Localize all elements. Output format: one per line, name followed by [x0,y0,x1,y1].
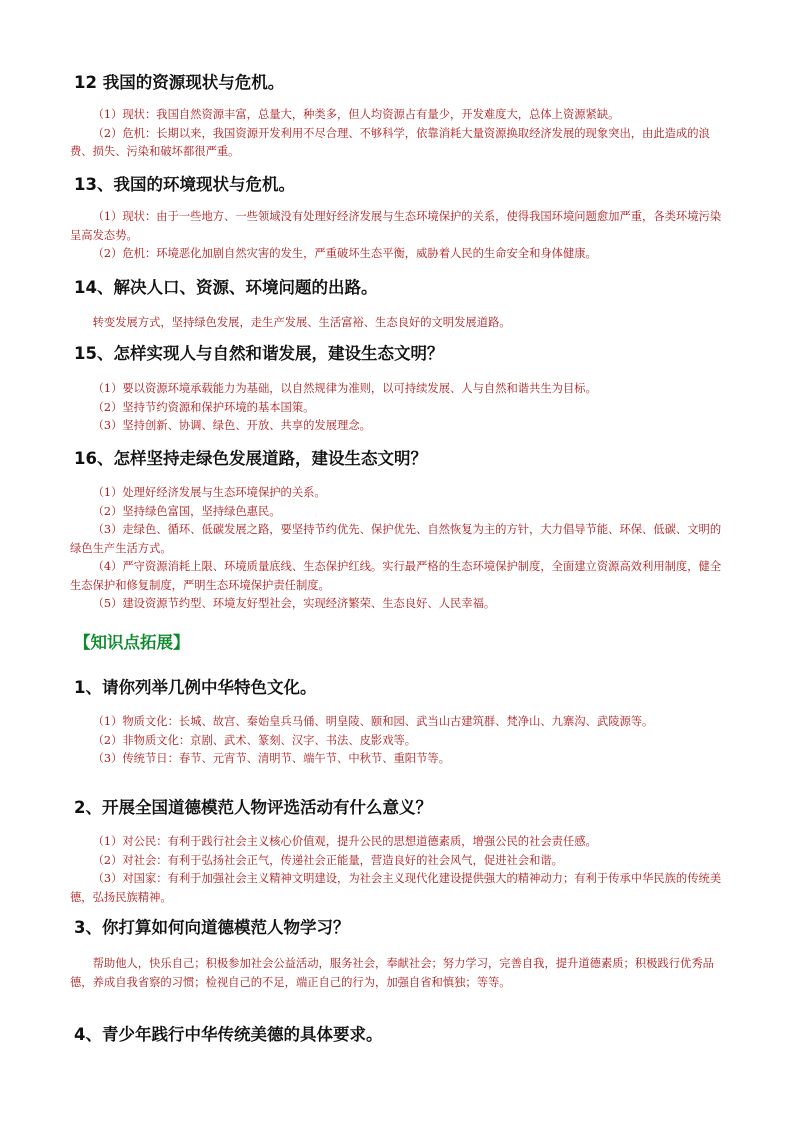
question-16-title: 16、怎样坚持走绿色发展道路，建设生态文明？ [74,449,427,468]
extension-3-title: 3、你打算如何向道德模范人物学习？ [74,918,350,937]
answer-line: （1）物质文化：长城、故宫、秦始皇兵马俑、明皇陵、颐和园、武当山古建筑群、梵净山、九寨沟、武陵源等。 [92,715,654,728]
answer-line: （1）现状：我国自然资源丰富，总量大，种类多，但人均资源占有量少，开发难度大，总体上资源紧缺。 [92,108,620,121]
answer-line: （2）危机：环境恶化加剧自然灾害的发生，严重破坏生态平衡，威胁着人民的生命安全和身体健康。 [92,247,597,260]
answer-line: （1）处理好经济发展与生态环境保护的关系。 [92,486,326,499]
answer-line: （2）非物质文化：京剧、武术、篆刻、汉字、书法、皮影戏等。 [92,733,417,747]
extension-1-title: 1、请你列举几例中华特色文化。 [74,678,317,697]
answer-line: （2）对社会：有利于弘扬社会正气，传递社会正能量，营造良好的社会风气，促进社会和谐。 [92,853,563,867]
extension-3-answer [70,955,732,992]
answer-line: （3）坚持创新、协调、绿色、开放、共享的发展理念。 [92,419,371,432]
answer-line: （2）坚持节约资源和保护环境的基本国策。 [92,400,315,414]
question-14-answer [70,314,732,333]
question-14-title: 14、解决人口、资源、环境问题的出路。 [74,278,378,297]
answer-line: （3）传统节日：春节、元宵节、清明节、端午节、中秋节、重阳节等。 [92,752,450,765]
answer-line: （1）要以资源环境承载能力为基础，以自然规律为准则，以可持续发展、人与自然和谐共生为目标。 [92,382,597,395]
question-12-title: 12 我国的资源现状与危机。 [74,73,285,92]
extension-2-answer [70,833,732,907]
answer-line: （1）对公民：有利于践行社会主义核心价值观，提升公民的思想道德素质，增强公民的社会责任感。 [92,835,597,848]
answer-line: （4）严守资源消耗上限、环境质量底线、生态保护红线。实行最严格的生态环境保护制度，全面建立资源高效利用制度，健全生态保护和修复制度，严明生态环境保护责任制度。 [70,560,722,592]
answer-line: （3）对国家：有利于加强社会主义精神文明建设，为社会主义现代化建设提供强大的精神动力；有利于传承中华民族的传统美德，弘扬民族精神。 [70,872,722,904]
extension-heading: 【知识点拓展】 [74,633,190,652]
extension-4-title: 4、青少年践行中华传统美德的具体要求。 [74,1025,383,1044]
extension-1-answer [70,713,732,769]
question-15-title: 15、怎样实现人与自然和谐发展，建设生态文明？ [74,344,444,363]
answer-line: （5）建设资源节约型、环境友好型社会，实现经济繁荣、生态良好、人民幸福。 [92,597,496,610]
answer-line: （1）现状：由于一些地方、一些领域没有处理好经济发展与生态环境保护的关系，使得我国环境问题愈加严重，各类环境污染呈高发态势。 [70,210,722,242]
answer-line: 帮助他人，快乐自己；积极参加社会公益活动，服务社会，奉献社会；努力学习，完善自我，提升道德素质；积极践行优秀品德，养成自我省察的习惯；检视自己的不足，端正自己的行为，加强自省和慎独；等等。 [70,957,714,989]
question-13-title: 13、我国的环境现状与危机。 [74,175,295,194]
question-16-answer [70,484,732,614]
question-15-answer [70,380,732,436]
answer-line: （2）危机：长期以来，我国资源开发利用不尽合理、不够科学，依靠消耗大量资源换取经济发展的现象突出，由此造成的浪费、损失、污染和破坏都很严重。 [70,126,710,158]
question-13-answer [70,208,732,264]
question-12-answer [70,106,732,162]
extension-2-title: 2、开展全国道德模范人物评选活动有什么意义？ [74,798,432,817]
answer-line: （2）坚持绿色富国，坚持绿色惠民。 [92,504,281,518]
answer-line: 转变发展方式，坚持绿色发展，走生产发展、生活富裕、生态良好的文明发展道路。 [92,316,511,329]
answer-line: （3）走绿色、循环、低碳发展之路，要坚持节约优先、保护优先、自然恢复为主的方针，大力倡导节能、环保、低碳、文明的绿色生产生活方式。 [70,523,722,555]
